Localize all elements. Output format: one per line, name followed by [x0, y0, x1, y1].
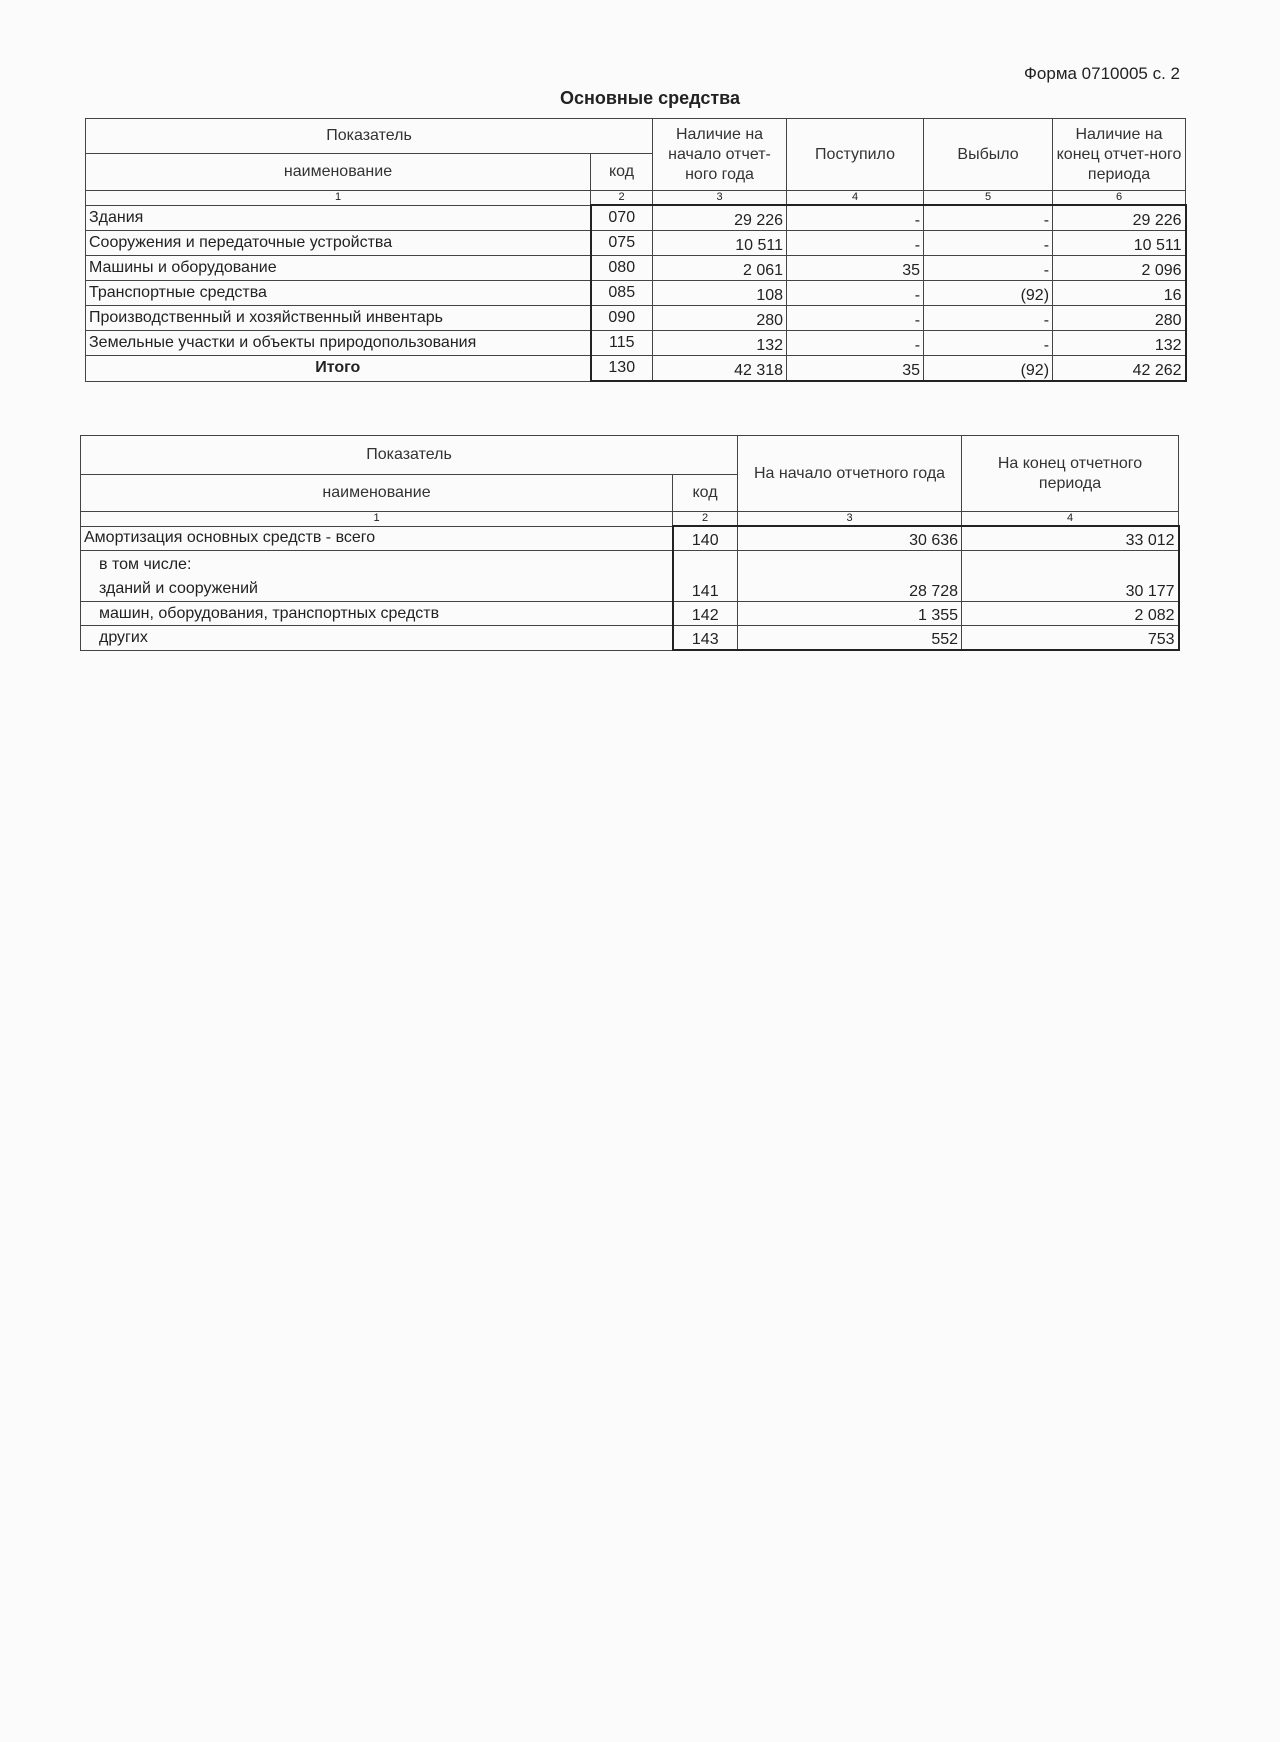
header-indicator: Показатель: [81, 436, 738, 475]
row-start: 10 511: [653, 231, 787, 256]
col-number: 2: [673, 512, 738, 527]
row-end: 33 012: [962, 526, 1179, 551]
col-number: 3: [738, 512, 962, 527]
row-name: Производственный и хозяйственный инвентарь: [86, 306, 591, 331]
row-code: 143: [673, 626, 738, 651]
row-end: 16: [1053, 281, 1186, 306]
table-row: [86, 331, 1186, 356]
row-received: -: [787, 331, 924, 356]
row-code: 075: [591, 231, 653, 256]
col-number: 4: [962, 512, 1179, 527]
row-start: 132: [653, 331, 787, 356]
col-number: 6: [1053, 191, 1186, 206]
row-code: 070: [591, 205, 653, 231]
row-disposed: -: [924, 205, 1053, 231]
col-number: 1: [86, 191, 591, 206]
row-code: 085: [591, 281, 653, 306]
row-start: 552: [738, 626, 962, 651]
row-end: 10 511: [1053, 231, 1186, 256]
table-row: [86, 306, 1186, 331]
row-start: 42 318: [653, 356, 787, 382]
col-number: 3: [653, 191, 787, 206]
row-disposed: -: [924, 331, 1053, 356]
row-disposed: -: [924, 231, 1053, 256]
row-code: 090: [591, 306, 653, 331]
row-start: 28 728: [738, 551, 962, 602]
header-start: На начало отчетного года: [738, 436, 962, 512]
row-name: Здания: [86, 205, 591, 231]
header-received: Поступило: [787, 119, 924, 191]
row-end: 29 226: [1053, 205, 1186, 231]
row-start: 108: [653, 281, 787, 306]
row-end: 132: [1053, 331, 1186, 356]
row-name: Амортизация основных средств - всего: [81, 526, 673, 551]
table-row: [81, 551, 1179, 602]
col-number: 4: [787, 191, 924, 206]
row-end: 30 177: [962, 551, 1179, 602]
form-number: Форма 0710005 с. 2: [1023, 64, 1180, 83]
col-number: 2: [591, 191, 653, 206]
table-row: [86, 205, 1186, 231]
row-subheading: в том числе:: [99, 556, 192, 573]
row-code: 080: [591, 256, 653, 281]
row-disposed: -: [924, 256, 1053, 281]
col-number: 1: [81, 512, 673, 527]
row-code: 140: [673, 526, 738, 551]
table-row: [86, 281, 1186, 306]
row-name: Машины и оборудование: [86, 256, 591, 281]
row-start: 29 226: [653, 205, 787, 231]
table-row: [81, 526, 1179, 551]
table-row: [81, 602, 1179, 626]
header-start: Наличие на начало отчет-ного года: [653, 119, 787, 191]
row-received: -: [787, 205, 924, 231]
header-indicator: Показатель: [86, 119, 653, 154]
header-end: На конец отчетного периода: [962, 436, 1179, 512]
table-row: [86, 356, 1186, 382]
row-name: других: [81, 626, 673, 651]
row-name: Транспортные средства: [86, 281, 591, 306]
row-disposed: (92): [924, 356, 1053, 382]
row-received: -: [787, 281, 924, 306]
header-name: наименование: [81, 475, 673, 512]
row-received: -: [787, 306, 924, 331]
row-received: 35: [787, 256, 924, 281]
row-received: -: [787, 231, 924, 256]
header-end: Наличие на конец отчет-ного периода: [1053, 119, 1186, 191]
row-end: 753: [962, 626, 1179, 651]
row-start: 30 636: [738, 526, 962, 551]
row-disposed: -: [924, 306, 1053, 331]
row-code: 141: [673, 551, 738, 602]
row-code: 115: [591, 331, 653, 356]
row-end: 2 096: [1053, 256, 1186, 281]
page-title: Основные средства: [559, 88, 741, 108]
row-name: Земельные участки и объекты природопользования: [86, 331, 591, 356]
row-code: 130: [591, 356, 653, 382]
row-start: 2 061: [653, 256, 787, 281]
header-code: код: [673, 475, 738, 512]
col-number: 5: [924, 191, 1053, 206]
row-disposed: (92): [924, 281, 1053, 306]
row-end: 2 082: [962, 602, 1179, 626]
table-row: [86, 256, 1186, 281]
depreciation-table: [80, 435, 1180, 651]
header-name: наименование: [86, 154, 591, 191]
row-name: зданий и сооружений: [99, 580, 258, 597]
row-end: 280: [1053, 306, 1186, 331]
row-start: 1 355: [738, 602, 962, 626]
header-disposed: Выбыло: [924, 119, 1053, 191]
row-code: 142: [673, 602, 738, 626]
fixed-assets-table: [85, 118, 1187, 382]
header-code: код: [591, 154, 653, 191]
table-row: [81, 626, 1179, 651]
row-end: 42 262: [1053, 356, 1186, 382]
row-received: 35: [787, 356, 924, 382]
row-start: 280: [653, 306, 787, 331]
row-name: Итого: [86, 356, 591, 382]
table-row: [86, 231, 1186, 256]
row-name: Сооружения и передаточные устройства: [86, 231, 591, 256]
row-name: машин, оборудования, транспортных средств: [81, 602, 673, 626]
